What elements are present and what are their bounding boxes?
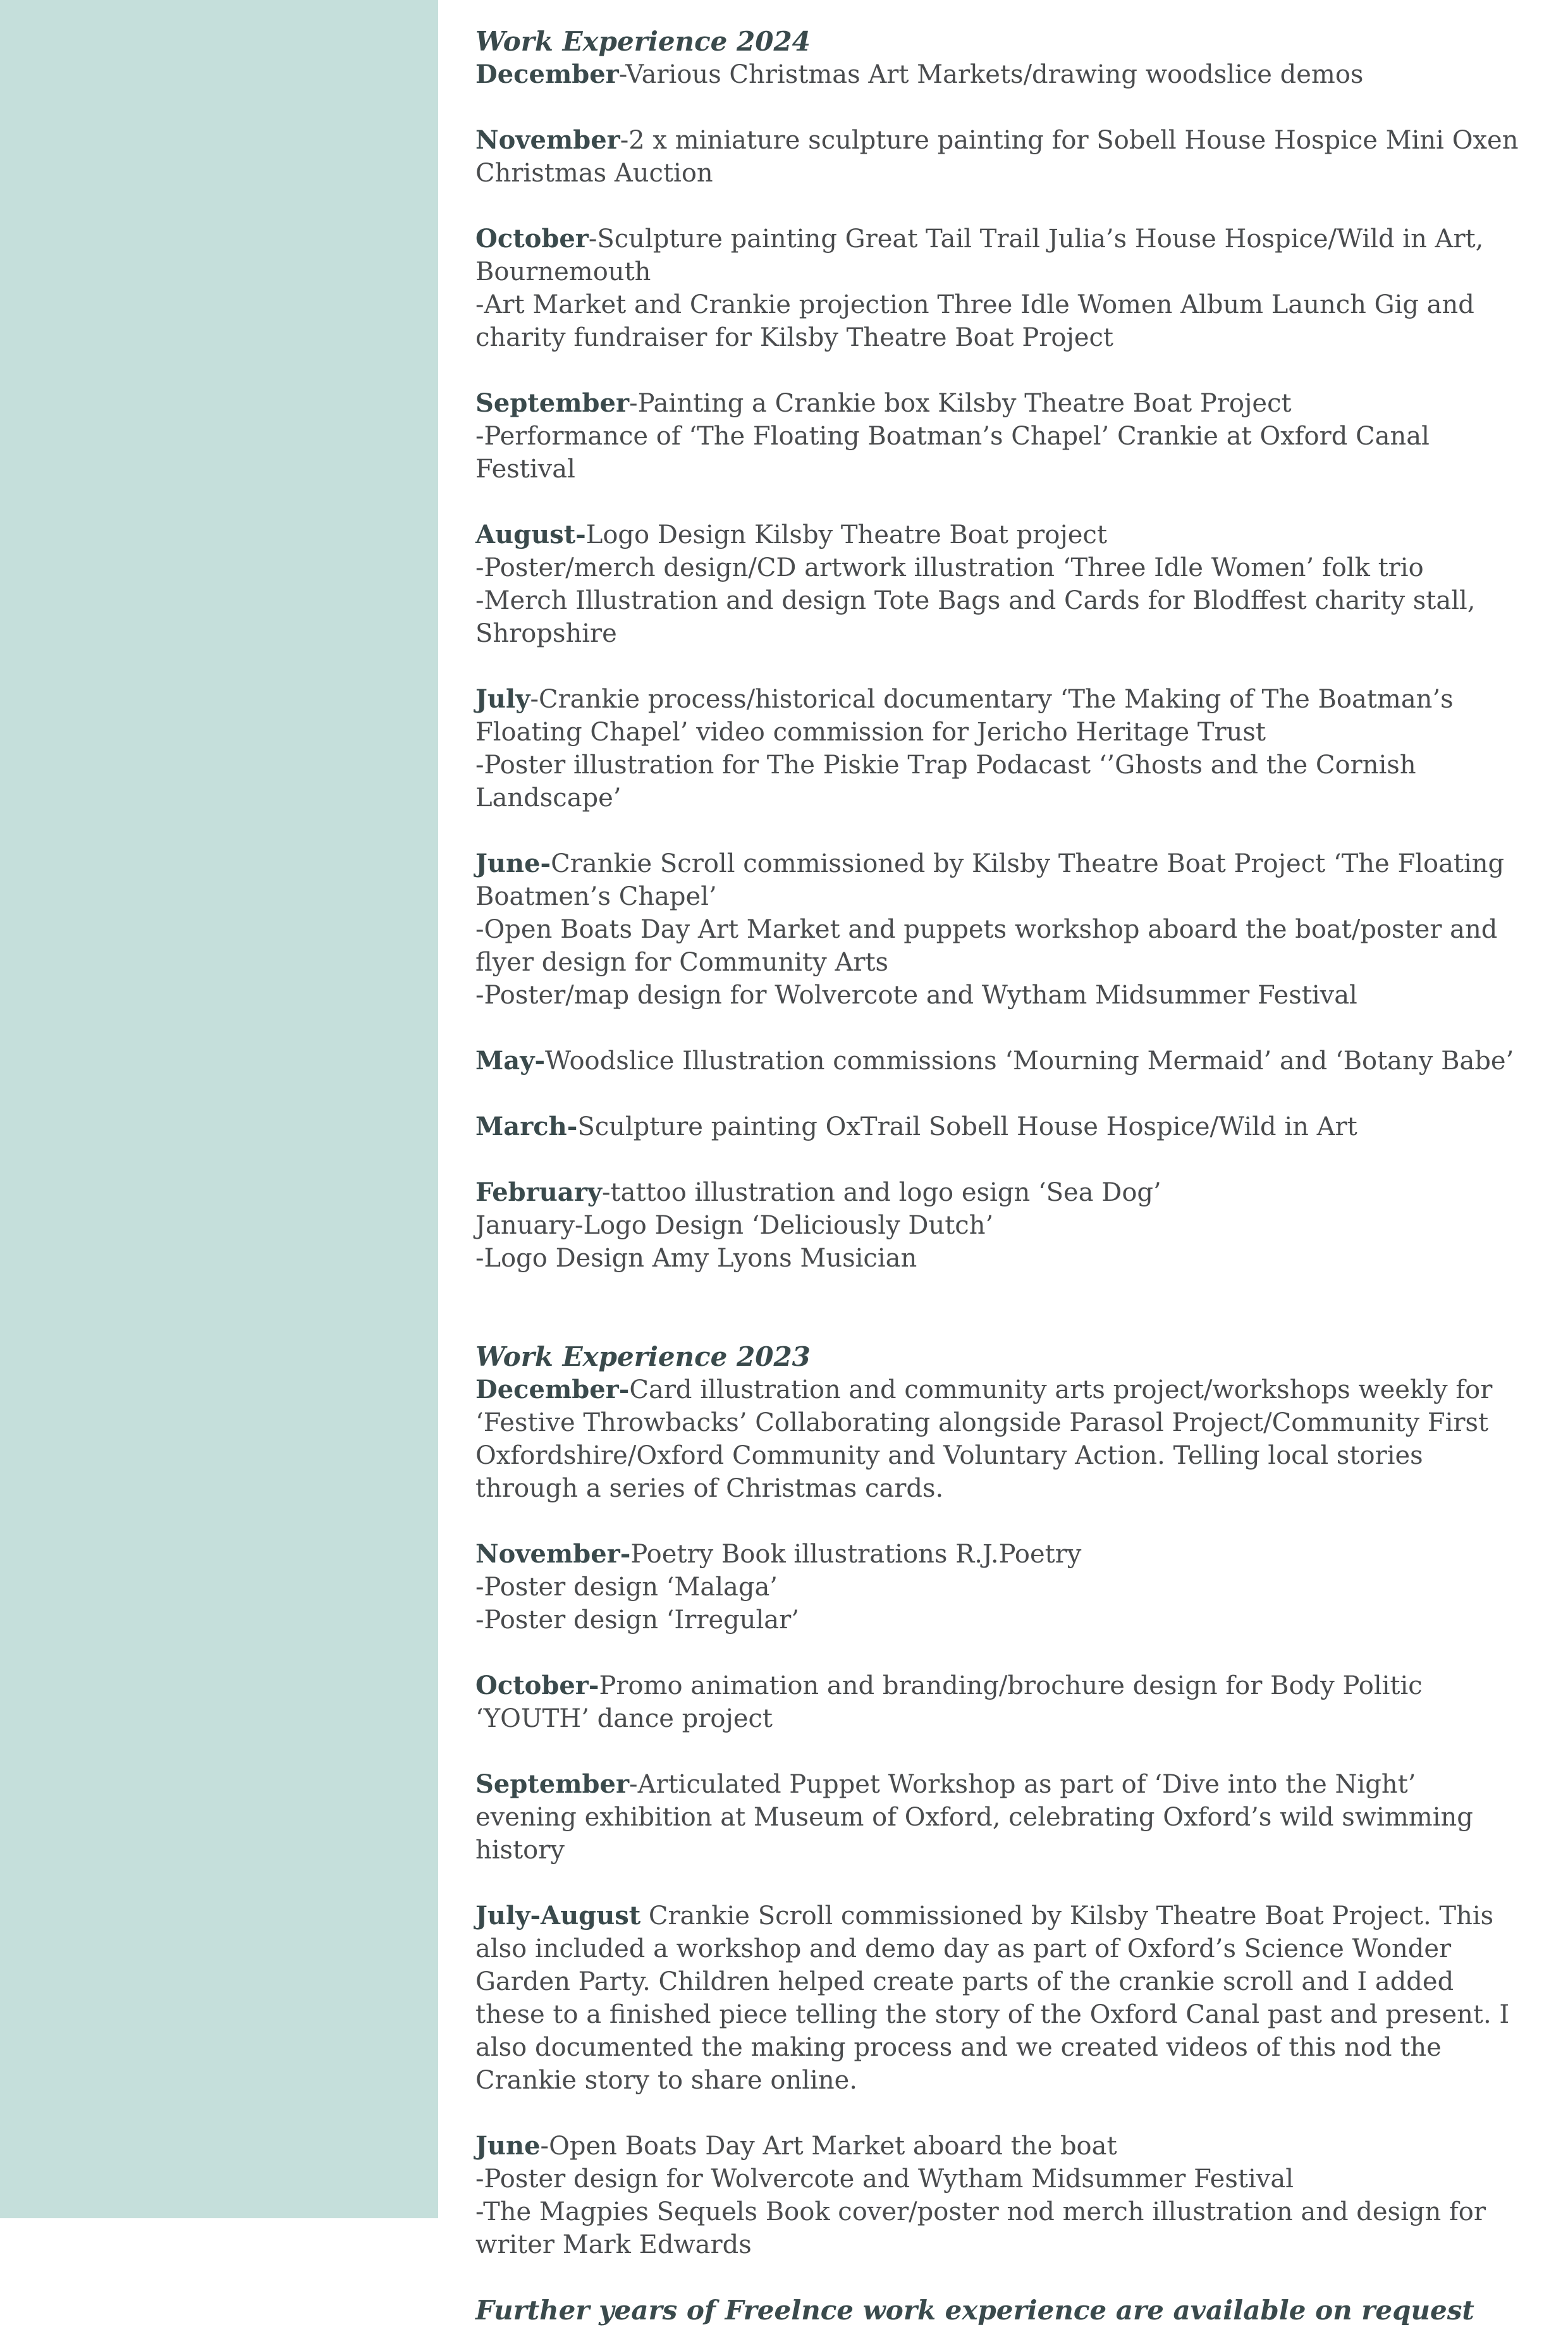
entry-line — [475, 2195, 1519, 2261]
entry-month: June — [475, 2131, 541, 2161]
entry-month: October- — [475, 1671, 599, 1700]
entry-line — [475, 1538, 1519, 1571]
entry-text: -Poster design ‘Malaga’ — [475, 1573, 778, 1602]
entry-line — [475, 551, 1519, 584]
entry-text: -Poster design for Wolvercote and Wytham Midsummer Festival — [475, 2164, 1294, 2194]
experience-entry — [475, 387, 1519, 486]
entry-month: July — [475, 684, 530, 714]
entry-text: -Painting a Crankie box Kilsby Theatre Boat Project — [629, 389, 1292, 418]
entry-month: May- — [475, 1046, 546, 1076]
entry-text: -Open Boats Day Art Market aboard the boat — [540, 2132, 1117, 2161]
entry-text: Poetry Book illustrations R.J.Poetry — [630, 1540, 1082, 1569]
entry-text: -Merch Illustration and design Tote Bags and Cards for Blodffest charity stall, Shropshire — [475, 586, 1476, 648]
experience-entry — [475, 2130, 1519, 2261]
entry-text: -Poster design ‘Irregular’ — [475, 1606, 799, 1635]
section-spacer — [475, 1308, 1519, 1341]
experience-entry — [475, 58, 1519, 91]
experience-entry — [475, 1373, 1519, 1505]
experience-entry — [475, 1768, 1519, 1867]
entry-text: -Poster/map design for Wolvercote and Wytham Midsummer Festival — [475, 981, 1357, 1010]
entry-text: Card illustration and community arts project/workshops weekly for ‘Festive Throwbacks’ Collaborating alongside Parasol Project/Community First Oxfordshire/Oxford Community and Voluntary Action. Telling local stories through a series of Christmas cards. — [475, 1375, 1493, 1503]
entry-text: -The Magpies Sequels Book cover/poster nod merch illustration and design for writer Mark Edwards — [475, 2197, 1486, 2259]
entry-line — [475, 288, 1519, 354]
entry-month: November- — [475, 1539, 631, 1569]
entry-text: -tattoo illustration and logo esign ‘Sea Dog’ — [602, 1178, 1161, 1207]
entry-line — [475, 223, 1519, 288]
entry-line — [475, 683, 1519, 749]
experience-entry — [475, 1669, 1519, 1735]
entry-month: February — [475, 1177, 603, 1207]
experience-entry — [475, 683, 1519, 814]
experience-section — [475, 1341, 1519, 2261]
entry-text: -Open Boats Day Art Market and puppets workshop aboard the boat/poster and flyer design for Community Arts — [475, 915, 1498, 977]
entry-line — [475, 1110, 1519, 1143]
entry-text: -Various Christmas Art Markets/drawing woodslice demos — [618, 60, 1364, 89]
entry-line — [475, 749, 1519, 814]
entry-month: December- — [475, 1375, 630, 1404]
experience-entry — [475, 223, 1519, 354]
experience-entry — [475, 1110, 1519, 1143]
entry-line — [475, 1571, 1519, 1604]
entry-line — [475, 124, 1519, 190]
experience-entry — [475, 1176, 1519, 1275]
entry-text: -Sculpture painting Great Tail Trail Julia’s House Hospice/Wild in Art, Bournemouth — [475, 224, 1484, 286]
experience-entry — [475, 847, 1519, 1012]
entry-line — [475, 979, 1519, 1012]
entry-text: -Poster/merch design/CD artwork illustration ‘Three Idle Women’ folk trio — [475, 553, 1424, 582]
entry-line — [475, 2163, 1519, 2195]
experience-section — [475, 25, 1519, 1275]
entry-month: March- — [475, 1112, 578, 1141]
experience-entry — [475, 124, 1519, 190]
entry-line — [475, 1669, 1519, 1735]
entry-month: July-August — [475, 1901, 641, 1931]
entry-month: August- — [475, 520, 586, 550]
entry-text: -2 x miniature sculpture painting for Sobell House Hospice Mini Oxen Christmas Auction — [475, 126, 1519, 188]
sections-container — [475, 25, 1519, 2261]
entry-text: Crankie Scroll commissioned by Kilsby Theatre Boat Project ‘The Floating Boatmen’s Chapel’ — [475, 849, 1505, 911]
entry-text: Logo Design Kilsby Theatre Boat project — [585, 520, 1107, 550]
entry-line — [475, 1373, 1519, 1505]
entry-text: Crankie Scroll commissioned by Kilsby Theatre Boat Project. This also included a workshop and demo day as part of Oxford’s Science Wonder Garden Party. Children helped create parts of the crankie scroll and I added these to a finished piece telling the story of the Oxford Canal past and present. I also documented the making process and we created videos of this nod the Crankie story to share online. — [475, 1901, 1510, 2095]
section-heading: Work Experience 2023 — [475, 1341, 811, 1372]
entry-line — [475, 387, 1519, 420]
section-heading: Work Experience 2024 — [475, 26, 811, 57]
experience-entry — [475, 1538, 1519, 1636]
entry-month: September — [475, 1769, 630, 1799]
entry-month: December — [475, 59, 619, 89]
entry-text: -Crankie process/historical documentary ‘The Making of The Boatman’s Floating Chapel’ video commission for Jericho Heritage Trust — [475, 685, 1454, 747]
entry-text: Promo animation and branding/brochure design for Body Politic ‘YOUTH’ dance project — [475, 1671, 1423, 1733]
entry-line — [475, 58, 1519, 91]
entry-text: Woodslice Illustration commissions ‘Mourning Mermaid’ and ‘Botany Babe’ — [545, 1047, 1514, 1076]
entry-text: January-Logo Design ‘Deliciously Dutch’ — [475, 1211, 994, 1240]
entry-line — [475, 847, 1519, 913]
entry-text: -Art Market and Crankie projection Three Idle Women Album Launch Gig and charity fundraiser for Kilsby Theatre Boat Project — [475, 290, 1474, 352]
entry-line — [475, 1768, 1519, 1867]
entry-line — [475, 1045, 1519, 1078]
entry-month: June- — [475, 849, 551, 878]
entry-line — [475, 1176, 1519, 1209]
entry-text: -Logo Design Amy Lyons Musician — [475, 1244, 917, 1273]
entry-text: Sculpture painting OxTrail Sobell House Hospice/Wild in Art — [577, 1112, 1357, 1141]
sidebar-panel — [0, 0, 438, 2218]
entry-month: October — [475, 224, 589, 254]
entry-text: -Articulated Puppet Workshop as part of ‘Dive into the Night’ evening exhibition at Museum of Oxford, celebrating Oxford’s wild swimming history — [475, 1770, 1473, 1865]
entry-month: September — [475, 388, 630, 418]
entry-line — [475, 913, 1519, 979]
footer-note: Further years of Freelnce work experience are available on request — [475, 2295, 1474, 2326]
entry-line — [475, 2130, 1519, 2163]
entry-text: -Poster illustration for The Piskie Trap Podacast ‘’Ghosts and the Cornish Landscape’ — [475, 751, 1416, 813]
entry-month: November — [475, 125, 620, 155]
experience-entry — [475, 1045, 1519, 1078]
entry-line — [475, 584, 1519, 650]
experience-entry — [475, 1900, 1519, 2097]
entry-line — [475, 1242, 1519, 1275]
entry-line — [475, 1604, 1519, 1636]
experience-entry — [475, 519, 1519, 650]
entry-line — [475, 519, 1519, 551]
entry-line — [475, 420, 1519, 486]
work-experience-content — [475, 25, 1519, 2327]
entry-line — [475, 1900, 1519, 2097]
entry-text: -Performance of ‘The Floating Boatman’s Chapel’ Crankie at Oxford Canal Festival — [475, 422, 1430, 484]
entry-line — [475, 1209, 1519, 1242]
